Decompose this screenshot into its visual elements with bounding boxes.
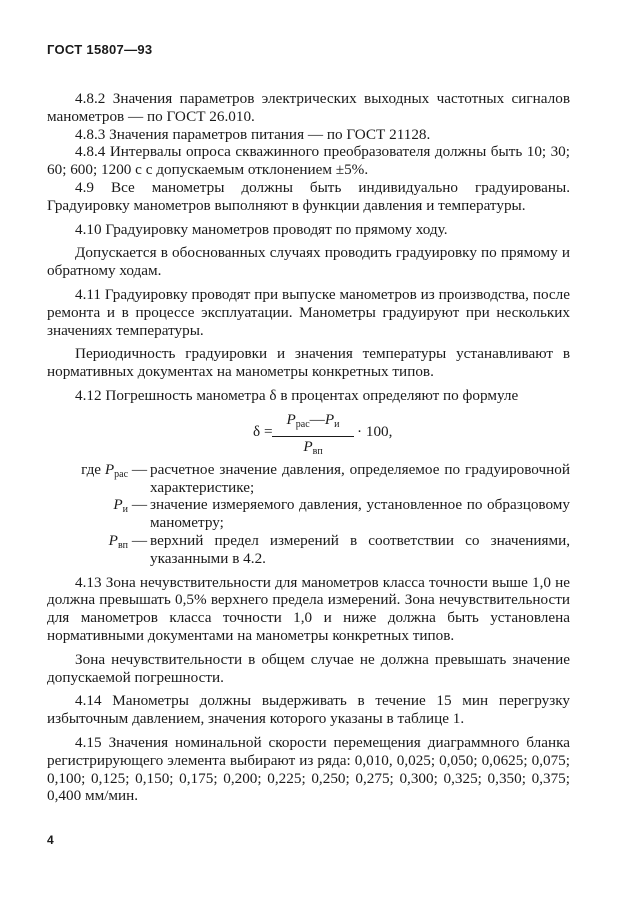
paragraph-4-13-note: Зона нечувствительности в общем случае не должна превышать значение допускаемой погрешности.: [47, 650, 570, 686]
paragraph-4-11-note: Периодичность градуировки и значения температуры устанавливают в нормативных документах на манометры конкретных типов.: [47, 345, 570, 381]
paragraph-4-10-note: Допускается в обоснованных случаях проводить градуировку по прямому и обратному ходам.: [47, 244, 570, 280]
definition-symbol: $P_{вп}$ —: [108, 531, 147, 551]
paragraph-4-8-2: 4.8.2 Значения параметров электрических выходных частотных сигналов манометров — по ГОСТ 26.010.: [47, 90, 570, 125]
definition-text: значение измеряемого давления, установленное по образцовому манометру;: [150, 496, 570, 532]
document-body: [47, 90, 570, 805]
formula-denominator: $P_{вп}$: [303, 437, 323, 457]
definition-text: верхний предел измерений в соответствии со значениями, указанными в 4.2.: [150, 531, 570, 567]
formula-definitions: [47, 461, 570, 568]
paragraph-4-9: 4.9 Все манометры должны быть индивидуально градуированы. Градуировку манометров выполняют в функции давления и температуры.: [47, 178, 570, 214]
paragraph-4-14: 4.14 Манометры должны выдерживать в течение 15 мин перегрузку избыточным давлением, значения которого указаны в таблице 1.: [47, 692, 570, 728]
definition-item: [47, 532, 570, 568]
definition-item: [47, 461, 570, 497]
error-formula: [47, 409, 570, 455]
paragraph-4-13: 4.13 Зона нечувствительности для манометров класса точности выше 1,0 не должна превышать 0,5% верхнего предела измерений. Зона нечувствительности для манометров класса точности 1,0 и ниже должна быть установлена нормативными документами на манометры конкретных типов.: [47, 573, 570, 644]
formula-fraction: [272, 411, 354, 461]
paragraph-4-10: 4.10 Градуировку манометров проводят по прямому ходу.: [75, 220, 448, 238]
paragraph-4-15: 4.15 Значения номинальной скорости перемещения диаграммного бланка регистрирующего элемента выбирают из ряда: 0,010, 0,025; 0,050; 0,0625; 0,075; 0,100; 0,125; 0,150; 0,175; 0,200; 0,225; 0,250; 0,275; 0,300; 0,325; 0,350; 0,375; 0,400 мм/мин.: [47, 733, 570, 805]
paragraph-4-8-3: 4.8.3 Значения параметров питания — по ГОСТ 21128.: [75, 125, 431, 143]
paragraph-4-11: 4.11 Градуировку проводят при выпуске манометров из производства, после ремонта и в процессе эксплуатации. Манометры градуируют при нескольких значениях температуры.: [47, 285, 570, 339]
definition-item: [47, 496, 570, 532]
paragraph-4-8-4: 4.8.4 Интервалы опроса скважинного преобразователя должны быть 10; 30; 60; 600; 1200 с с допускаемым отклонением ±5%.: [47, 143, 570, 179]
definition-symbol: где $P_{рас}$ —: [81, 460, 147, 480]
formula-numerator: $P_{рас}—P_и$: [272, 411, 354, 437]
formula-lhs: δ =: [253, 422, 273, 440]
paragraph-4-12: 4.12 Погрешность манометра δ в процентах определяют по формуле: [75, 386, 519, 404]
formula-rhs: · 100,: [357, 422, 393, 440]
definition-text: расчетное значение давления, определяемое по градуировочной характеристике;: [150, 460, 570, 496]
document-header: ГОСТ 15807—93: [47, 42, 153, 57]
definition-symbol: $P_и$ —: [113, 496, 147, 516]
page-number: 4: [47, 833, 54, 847]
